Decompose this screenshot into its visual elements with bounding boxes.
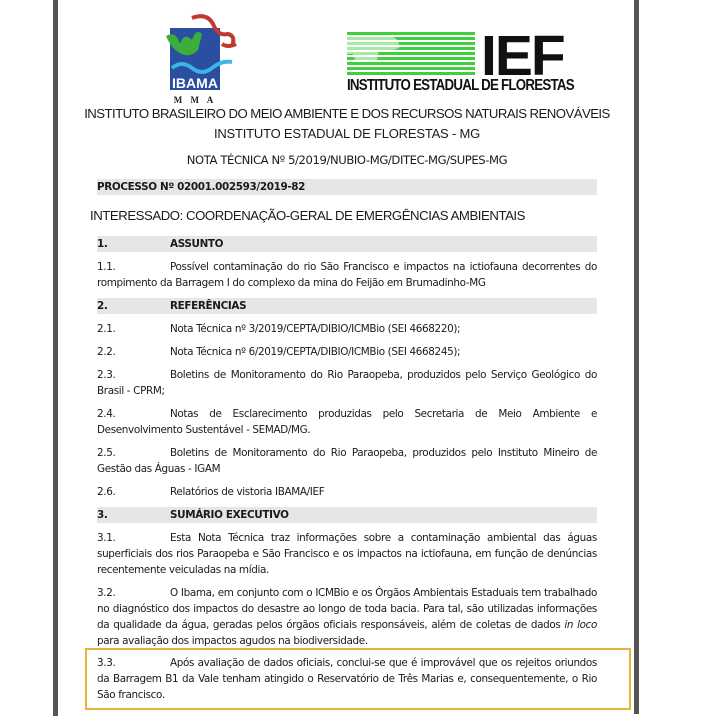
item-1-1 (97, 259, 597, 291)
interessado-line: INTERESSADO: COORDENAÇÃO-GERAL DE EMERGÊNCIAS AMBIENTAIS (90, 208, 525, 223)
item-2-1-number: 2.1. (97, 323, 116, 335)
item-2-4-text: Notas de Esclarecimento produzidas pelo Secretaria de Meio Ambiente e Desenvolvimento Sustentável - SEMAD/MG. (97, 408, 597, 436)
nota-tecnica-title: NOTA TÉCNICA Nº 5/2019/NUBIO-MG/DITEC-MG/SUPES-MG (186, 153, 508, 167)
ief-logo (347, 30, 574, 96)
item-2-5 (97, 445, 597, 477)
ibama-logo-subtext: M M A (173, 95, 217, 105)
item-2-3-text: Boletins de Monitoramento do Rio Paraopeba, produzidos pelo Serviço Geológico do Brasil - CPRM; (97, 369, 597, 397)
item-3-1 (97, 530, 597, 578)
processo-number: PROCESSO Nº 02001.002593/2019-82 (97, 181, 306, 193)
item-3-1-number: 3.1. (97, 532, 116, 544)
section-2-title: REFERÊNCIAS (170, 300, 247, 312)
ibama-logo-graphic (162, 14, 242, 106)
item-2-3-number: 2.3. (97, 369, 116, 381)
item-3-2 (97, 585, 597, 649)
item-2-6-text: Relatórios de vistoria IBAMA/IEF (170, 486, 325, 498)
item-2-4 (97, 406, 597, 438)
header-institution-2: INSTITUTO ESTADUAL DE FLORESTAS - MG (213, 126, 481, 141)
item-3-2-number: 3.2. (97, 587, 116, 599)
item-2-2 (97, 344, 597, 360)
ief-logo-subtext: INSTITUTO ESTADUAL DE FLORESTAS (347, 77, 574, 94)
section-1-number: 1. (97, 238, 108, 250)
item-3-3 (97, 655, 597, 703)
item-2-2-number: 2.2. (97, 346, 116, 358)
ief-logo-text: IEF (481, 30, 564, 76)
item-3-3-number: 3.3. (97, 657, 116, 669)
item-3-2-text-end: para avaliação dos impactos agudos na biodiversidade. (97, 635, 368, 647)
item-2-2-text: Nota Técnica nº 6/2019/CEPTA/DIBIO/ICMBio (SEI 4668245); (170, 346, 461, 358)
item-2-5-number: 2.5. (97, 447, 116, 459)
ief-logo-graphic (347, 30, 565, 76)
item-2-1 (97, 321, 597, 337)
item-2-5-text: Boletins de Monitoramento do Rio Paraopeba, produzidos pelo Instituto Mineiro de Gestão das Águas - IGAM (97, 447, 597, 475)
ibama-logo (162, 14, 242, 106)
section-3-title: SUMÁRIO EXECUTIVO (170, 509, 289, 521)
item-2-3 (97, 367, 597, 399)
item-2-6-number: 2.6. (97, 486, 116, 498)
item-3-3-text: Após avaliação de dados oficiais, conclui-se que é improvável que os rejeitos oriundos da Barragem B1 da Vale tenham atingido o Reservatório de Três Marias e, consequentemente, o Rio São francisco. (97, 657, 597, 701)
page-edge-right (634, 0, 639, 714)
item-1-1-number: 1.1. (97, 261, 116, 273)
item-3-2-text: O Ibama, em conjunto com o ICMBio e os Órgãos Ambientais Estaduais tem trabalhado no diagnóstico dos impactos do desastre ao longo de toda bacia. Para tal, são utilizadas informações da qualidade da água, geradas pelos órgãos oficiais responsáveis, além de coletas de dados (97, 587, 597, 631)
item-2-4-number: 2.4. (97, 408, 116, 420)
page-edge-left (53, 0, 58, 716)
item-1-1-text: Possível contaminação do rio São Francisco e impactos na ictiofauna decorrentes do rompimento da Barragem I do complexo da mina do Feijão em Brumadinho-MG (97, 261, 597, 289)
item-2-1-text: Nota Técnica nº 3/2019/CEPTA/DIBIO/ICMBio (SEI 4668220); (170, 323, 461, 335)
item-2-6 (97, 484, 597, 500)
header-institution-1: INSTITUTO BRASILEIRO DO MEIO AMBIENTE E DOS RECURSOS NATURAIS RENOVÁVEIS (84, 106, 610, 121)
section-1-title: ASSUNTO (170, 238, 224, 250)
section-2-number: 2. (97, 300, 108, 312)
ibama-logo-text: IBAMA (172, 75, 218, 91)
section-3-number: 3. (97, 509, 108, 521)
item-3-1-text: Esta Nota Técnica traz informações sobre a contaminação ambiental das águas superficiais dos rios Paraopeba e São Francisco e os impactos na ictiofauna, em função de denúncias recentemente veiculadas na mídia. (97, 532, 597, 576)
item-3-2-italic: in loco (564, 619, 597, 631)
